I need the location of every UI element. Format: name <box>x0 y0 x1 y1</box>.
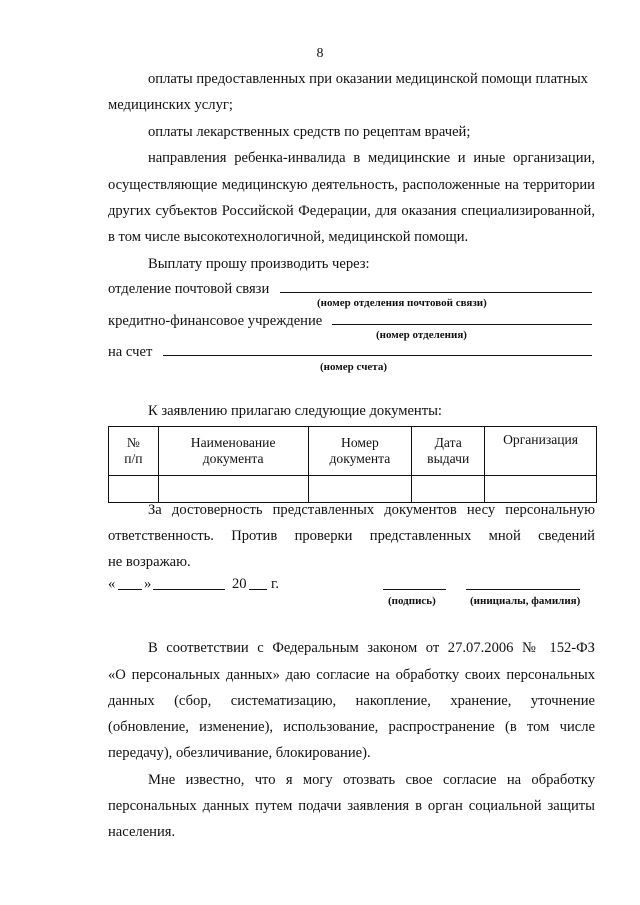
consent-line-2: «О персональных данных» даю согласие на обработку своих персональных <box>108 667 595 683</box>
date-year-field[interactable] <box>249 589 267 590</box>
documents-table <box>108 426 597 503</box>
post-office-caption: (номер отделения почтовой связи) <box>317 297 487 309</box>
cell-doc-name[interactable] <box>158 476 308 503</box>
header-number: № п/п <box>109 427 159 476</box>
revoke-line-3: населения. <box>108 824 176 840</box>
header-organization: Организация <box>485 427 597 476</box>
purpose-line-1: оплаты предоставленных при оказании медицинской помощи платных <box>148 71 588 87</box>
account-field[interactable] <box>163 355 592 356</box>
cell-organization[interactable] <box>485 476 597 503</box>
date-close-quote: » <box>144 576 152 592</box>
account-caption: (номер счета) <box>320 361 387 373</box>
table-row <box>109 476 597 503</box>
date-day-field[interactable] <box>118 589 142 590</box>
account-label: на счет <box>108 344 153 360</box>
documents-table-header <box>109 427 597 476</box>
cell-issue-date[interactable] <box>412 476 485 503</box>
payment-intro: Выплату прошу производить через: <box>148 256 370 272</box>
date-year-prefix: 20 <box>232 576 247 592</box>
cell-doc-number[interactable] <box>308 476 412 503</box>
revoke-line-2: персональных данных путем подачи заявления в орган социальной защиты <box>108 798 595 814</box>
page-number: 8 <box>316 46 324 61</box>
purpose-line-7: в том числе высокотехнологичной, медицинской помощи. <box>108 229 469 245</box>
revoke-line-1: Мне известно, что я могу отозвать свое согласие на обработку <box>148 772 595 788</box>
full-name-field[interactable] <box>466 589 580 590</box>
consent-line-5: передачу), обезличивание, блокирование). <box>108 745 371 761</box>
cell-number[interactable] <box>109 476 159 503</box>
header-doc-number: Номер документа <box>308 427 412 476</box>
purpose-line-2: медицинских услуг; <box>108 97 233 113</box>
signature-caption: (подпись) <box>388 595 436 607</box>
date-month-field[interactable] <box>153 589 225 590</box>
consent-line-3: данных (сбор, систематизацию, накопление, хранение, уточнение <box>108 693 595 709</box>
bank-label: кредитно-финансовое учреждение <box>108 313 323 329</box>
signature-field[interactable] <box>383 589 446 590</box>
post-office-field[interactable] <box>280 292 592 293</box>
bank-caption: (номер отделения) <box>376 329 467 341</box>
full-name-caption: (инициалы, фамилия) <box>470 595 581 607</box>
purpose-line-5: осуществляющие медицинскую деятельность, расположенные на территории <box>108 177 595 193</box>
date-open-quote: « <box>108 576 116 592</box>
date-year-suffix: г. <box>271 576 279 592</box>
documents-intro: К заявлению прилагаю следующие документы: <box>148 403 442 419</box>
consent-line-4: (обновление, изменение), использование, распространение (в том числе <box>108 719 595 735</box>
purpose-line-6: других субъектов Российской Федерации, для оказания специализированной, <box>108 203 595 219</box>
bank-field[interactable] <box>332 324 592 325</box>
responsibility-line-3: не возражаю. <box>108 554 191 570</box>
consent-line-1: В соответствии с Федеральным законом от 27.07.2006 № 152-ФЗ <box>148 640 595 656</box>
post-office-label: отделение почтовой связи <box>108 281 270 297</box>
purpose-line-3: оплаты лекарственных средств по рецептам врачей; <box>148 124 471 140</box>
responsibility-line-1: За достоверность представленных документов несу персональную <box>148 502 595 518</box>
header-doc-name: Наименование документа <box>158 427 308 476</box>
responsibility-line-2: ответственность. Против проверки представленных мной сведений <box>108 528 595 544</box>
header-issue-date: Дата выдачи <box>412 427 485 476</box>
purpose-line-4: направления ребенка-инвалида в медицинские и иные организации, <box>148 150 595 166</box>
